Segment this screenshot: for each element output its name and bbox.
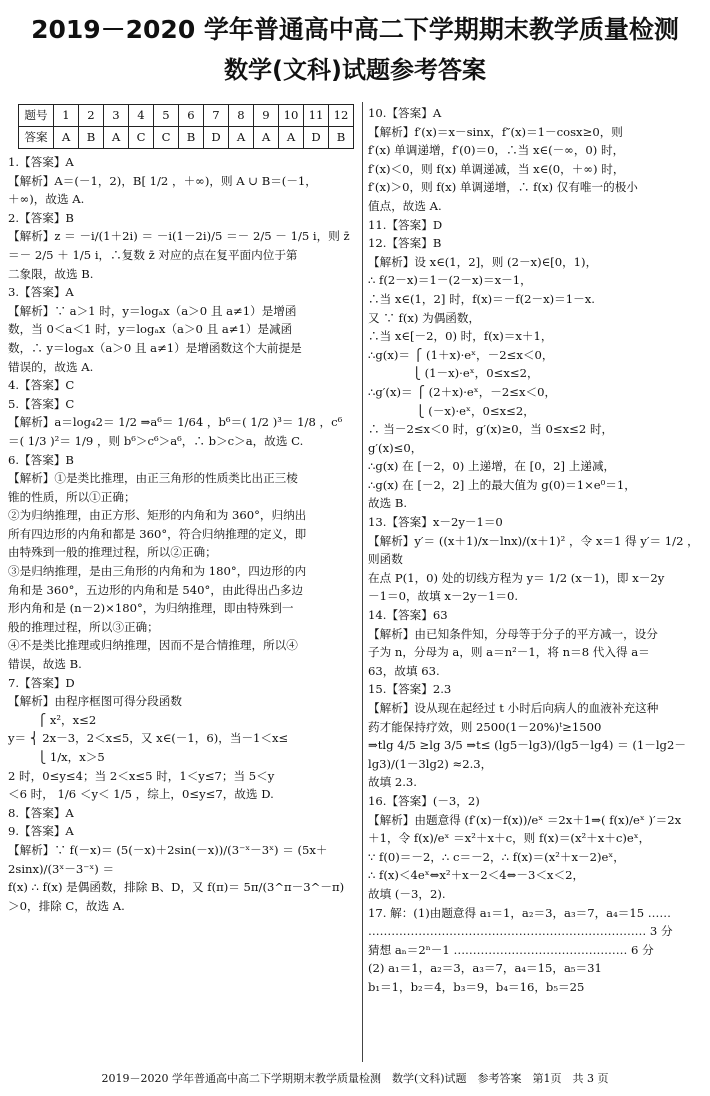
text-line: 值点，故选 A. [368,198,442,213]
text-line: 1.【答案】A [8,155,74,169]
text-line: ∴当 x∈(1，2] 时，f(x)＝－f(2－x)＝1－x. [368,291,595,306]
text-line: ＞0，排除 C，故选 A. [8,898,125,913]
table-cell: B [179,127,204,149]
table-cell: A [54,127,79,149]
text-line: ⇒tlg 4/5 ≥lg 3/5 ⇒t≤ (lg5－lg3)/(lg5－lg4) ＝ (1－lg2－lg3)/(1－3lg2) ≈2.3， [368,738,686,771]
right-column [368,104,700,997]
answer-table-answer-row [19,127,354,149]
text-line: g′(x)≤0， [368,440,423,455]
text-line: 又 ∵ f(x) 为偶函数， [368,310,481,325]
table-cell: 4 [129,105,154,127]
text-line: 17. 解：(1)由题意得 a₁＝1，a₂＝3，a₃＝7，a₄＝15 …… [368,905,671,920]
text-line: 5.【答案】C [8,396,75,411]
number-row-label: 题号 [19,105,54,127]
text-line: 【解析】设从现在起经过 t 小时后向病人的血液补充这种 [368,701,659,715]
text-line: 数，∴ y＝logₐx（a＞0 且 a≠1）是增函数这个大前提是 [8,340,302,355]
text-line: 错误的，故选 A. [8,359,94,374]
answer-table-number-row [19,105,354,127]
text-line: 63，故填 63. [368,663,440,678]
text-line: ⎩ 1/x，x＞5 [8,750,105,764]
text-line: f′(x)＜0，则 f(x) 单调递减，当 x∈(0，＋∞) 时， [368,161,625,176]
text-line: ……………………………………………………………… 3 分 [368,924,673,939]
text-line: 【解析】由题意得 (f′(x)－f(x))/eˣ ＝2x＋1⇒( f(x)/eˣ )′＝2x [368,812,682,827]
text-line: 锥的性质，所以①正确； [8,489,136,504]
text-line: 角和是 360°，五边形的内角和是 540°，由此得出凸多边 [8,582,304,597]
text-line: ⎩ (－x)·eˣ，0≤x≤2， [368,403,535,418]
text-line: ④不是类比推理或归纳推理，因而不是合情推理，所以④ [8,638,298,653]
text-line: 10.【答案】A [368,106,442,120]
text-line: ∴ f(x)＜4eˣ⇔x²＋x－2＜4⇔－3＜x＜2， [368,868,585,883]
text-line: 药才能保持疗效，则 2500(1－20%)ᵗ≥1500 [368,719,602,734]
table-cell: D [304,127,329,149]
text-line: 14.【答案】63 [368,608,448,623]
text-line: ＋1，令 f(x)/eˣ ＝x²＋x＋c，则 f(x)＝(x²＋x＋c)eˣ， [368,831,651,846]
text-line: 【解析】①是类比推理，由正三角形的性质类比出正三棱 [8,471,298,486]
text-line: ∴g′(x)＝ ⎧ (2＋x)·eˣ，－2≤x＜0， [368,384,557,399]
table-cell: A [229,127,254,149]
text-line: ③是归纳推理，是由三角形的内角和为 180°，四边形的内 [8,564,307,579]
text-line: 在点 P(1，0) 处的切线方程为 y＝ 1/2 (x－1)，即 x－2y [368,570,665,585]
text-line: 9.【答案】A [8,824,74,839]
text-line: 15.【答案】2.3 [368,682,452,697]
table-cell: A [254,127,279,149]
text-line: 8.【答案】A [8,805,74,820]
text-line: ∴g(x)＝ ⎧ (1＋x)·eˣ，－2≤x＜0， [368,347,554,362]
text-line: 3.【答案】A [8,285,74,300]
text-line: 猜想 aₙ＝2ⁿ－1 ……………………………………… 6 分 [368,942,654,957]
table-cell: 6 [179,105,204,127]
text-line: ⎧ x²，x≤2 [8,712,97,727]
table-cell: 1 [54,105,79,127]
text-line: 【解析】y′＝ ((x＋1)/x－lnx)/(x＋1)² ，令 x＝1 得 y′＝ 1/2 ，则函数 [368,533,699,567]
page-footer: 2019－2020 学年普通高中高二下学期期末教学质量检测 数学(文科)试题 参考答案 第1页 共 3 页 [101,1072,609,1085]
text-line: f′(x) 单调递增，f′(0)＝0，∴当 x∈(－∞，0) 时， [368,143,625,158]
text-line: f′(x)＞0，则 f(x) 单调递增，∴ f(x) 仅有唯一的极小 [368,180,638,195]
left-column [8,104,356,915]
table-cell: 8 [229,105,254,127]
table-cell: 2 [79,105,104,127]
text-line: b₁＝1，b₂＝4，b₃＝9，b₄＝16，b₅＝25 [368,979,585,994]
text-line: 故填 2.3. [368,775,417,790]
text-line: ＝( 1/3 )²＝ 1/9 ，则 b⁶＞c⁶＞a⁶，∴ b＞c＞a，故选 C. [8,433,304,448]
document-title: 2019－2020 学年普通高中高二下学期期末教学质量检测 [31,15,679,44]
table-cell: 7 [204,105,229,127]
text-line: f(x) ∴ f(x) 是偶函数，排除 B、D，又 f(π)＝ 5π/(3^π－3^－π) [8,880,345,895]
text-line: 【解析】由已知条件知，分母等于分子的平方减一，设分 [368,626,658,641]
text-line: 二象限，故选 B. [8,266,94,281]
text-line: ∴ 当－2≤x＜0 时，g′(x)≥0，当 0≤x≤2 时， [368,422,614,437]
text-line: 所有四边形的内角和都是 360°，符合归纳推理的定义，即 [8,526,307,541]
text-line: 形内角和是 (n－2)×180°，为归纳推理，即由特殊到一 [8,601,294,616]
text-line: y＝ ⎨ 2x－3，2＜x≤5，又 x∈(－1，6)，当－1＜x≤ [8,731,289,746]
text-line: 12.【答案】B [368,236,442,251]
table-cell: 5 [154,105,179,127]
text-line: ＋∞)，故选 A. [8,192,85,207]
text-line: 6.【答案】B [8,452,74,467]
answer-row-label: 答案 [19,127,54,149]
text-line: 2.【答案】B [8,210,74,225]
text-line: 由特殊到一般的推理过程，所以②正确； [8,545,217,560]
text-line: ＝－ 2/5 ＋ 1/5 i，∴复数 z̄ 对应的点在复平面内位于第 [8,247,298,262]
text-line: 般的推理过程，所以③正确； [8,619,159,634]
text-line: ∵ f(0)＝－2，∴ c＝－2，∴ f(x)＝(x²＋x－2)eˣ， [368,849,625,864]
text-line: 子为 n，分母为 a，则 a＝n²－1，将 n＝8 代入得 a＝ [368,645,650,660]
answer-table [18,104,354,149]
text-line: 11.【答案】D [368,217,443,232]
table-cell: B [79,127,104,149]
text-line: 【解析】∵ f(－x)＝ (5(－x)＋2sin(－x))/(3⁻ˣ－3ˣ) ＝ (5x＋2sinx)/(3ˣ－3⁻ˣ) ＝ [8,842,328,876]
text-line: ∴当 x∈[－2，0) 时，f(x)＝x＋1， [368,329,553,344]
table-cell: 11 [304,105,329,127]
text-line: ②为归纳推理，由正方形、矩形的内角和为 360°，归纳出 [8,508,307,523]
right-text-block [368,104,700,997]
text-line: 数，当 0＜a＜1 时，y＝logₐx（a＞0 且 a≠1）是减函 [8,322,293,337]
text-line: ⎩ (1－x)·eˣ，0≤x≤2， [368,366,539,381]
text-line: 【解析】A＝(－1，2)，B[ 1/2 ，＋∞)，则 A ∪ B＝(－1， [8,173,317,188]
text-line: 错误，故选 B. [8,657,82,672]
text-line: －1＝0，故填 x－2y－1＝0. [368,589,519,604]
text-line: 【解析】f′(x)＝x－sinx，f″(x)＝1－cosx≥0，则 [368,124,623,139]
document-subtitle: 数学(文科)试题参考答案 [224,56,486,84]
text-line: 2 时，0≤y≤4；当 2＜x≤5 时，1＜y≤7；当 5＜y [8,768,275,783]
text-line: 7.【答案】D [8,675,75,690]
text-line: (2) a₁＝1，a₂＝3，a₃＝7，a₄＝15，a₅＝31 [368,961,602,976]
text-line: 【解析】由程序框图可得分段函数 [8,694,182,709]
text-line: ∴ f(2－x)＝1－(2－x)＝x－1， [368,273,532,288]
text-line: 4.【答案】C [8,378,75,393]
left-text-block [8,153,356,915]
text-line: ＜6 时， 1/6 ＜y＜ 1/5 ，综上，0≤y≤7，故选 D. [8,787,274,802]
text-line: ∴g(x) 在 [－2，2] 上的最大值为 g(0)＝1×e⁰＝1， [368,477,636,492]
text-line: ∴g(x) 在 [－2，0) 上递增，在 [0，2] 上递减， [368,459,616,474]
table-cell: D [204,127,229,149]
text-line: 【解析】设 x∈(1，2]，则 (2－x)∈[0，1)， [368,254,598,269]
table-cell: A [279,127,304,149]
text-line: 13.【答案】x－2y－1＝0 [368,515,503,530]
text-line: 故填 (－3，2). [368,886,446,901]
text-line: 16.【答案】(－3，2) [368,793,480,808]
table-cell: 12 [329,105,354,127]
table-cell: 3 [104,105,129,127]
table-cell: 10 [279,105,304,127]
column-divider [362,102,363,1062]
table-cell: A [104,127,129,149]
text-line: 【解析】∵ a＞1 时，y＝logₐx（a＞0 且 a≠1）是增函 [8,303,297,318]
table-cell: B [329,127,354,149]
text-line: 【解析】z ＝ －i/(1＋2i) ＝ －i(1－2i)/5 ＝－ 2/5 － 1/5 i，则 z̄ [8,229,350,244]
text-line: 故选 B. [368,496,408,511]
table-cell: C [129,127,154,149]
text-line: 【解析】a＝log₄2＝ 1/2 ⇒a⁶＝ 1/64 ，b⁶＝( 1/2 )³＝ 1/8 ，c⁶ [8,415,343,430]
table-cell: 9 [254,105,279,127]
table-cell: C [154,127,179,149]
